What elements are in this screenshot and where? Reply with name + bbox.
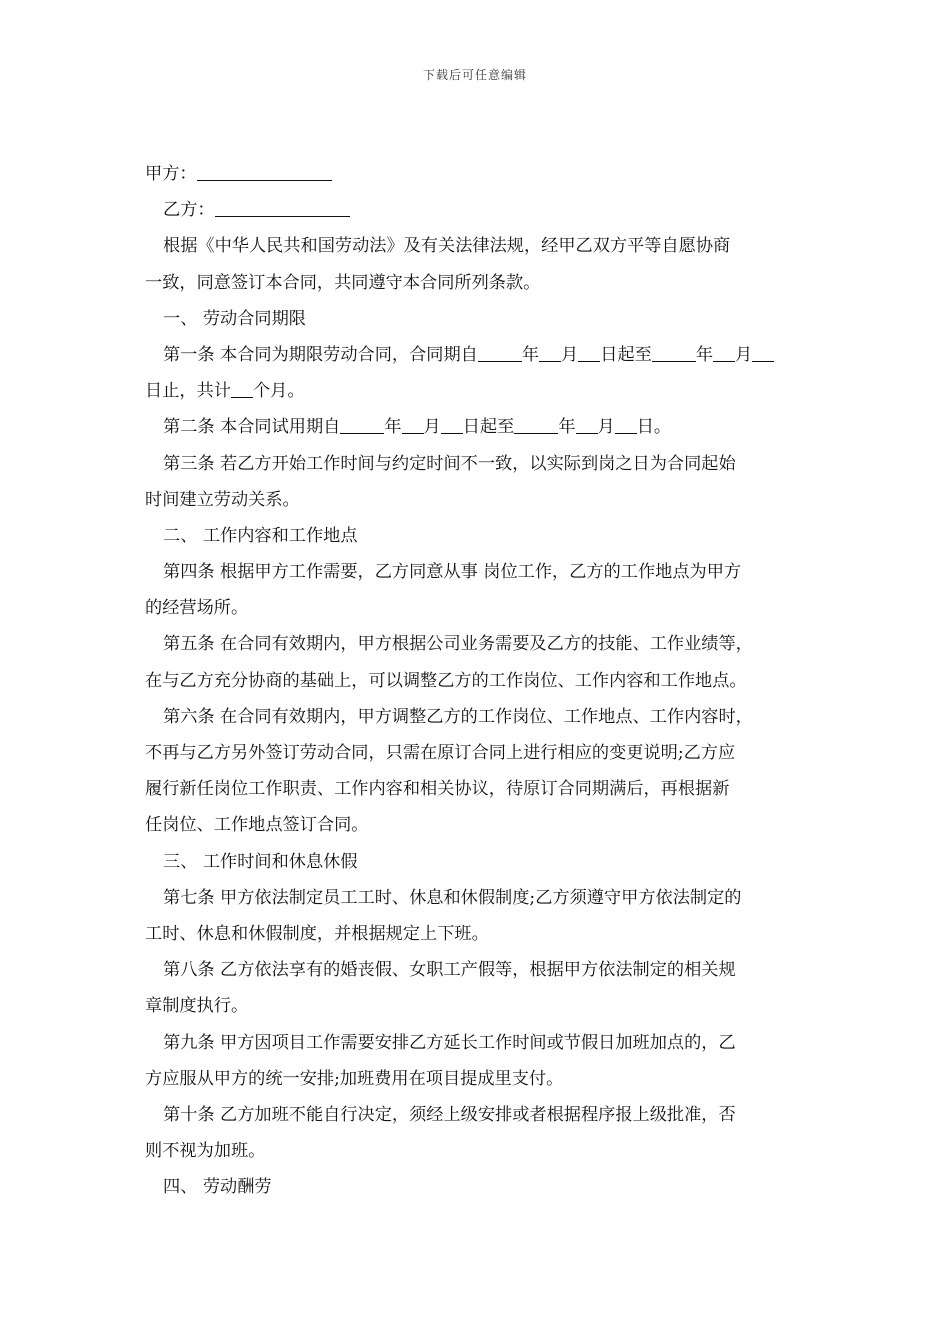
article-1-line-2a: 日止，共计 — [145, 381, 231, 402]
article-4-line-1: 第四条 根据甲方工作需要，乙方同意从事 岗位工作，乙方的工作地点为甲方 — [163, 562, 742, 583]
month-label: 月 — [597, 417, 615, 438]
month-blank — [402, 415, 424, 434]
months-count-blank — [231, 379, 253, 398]
article-5-line-1: 第五条 在合同有效期内，甲方根据公司业务需要及乙方的技能、工作业绩等， — [163, 634, 753, 655]
year-blank — [514, 415, 558, 434]
year-label: 年 — [558, 417, 576, 438]
article-7-line-2: 工时、休息和休假制度，并根据规定上下班。 — [145, 923, 489, 944]
article-1-line-2 — [145, 373, 810, 409]
article-6-line-2: 不再与乙方另外签订劳动合同，只需在原订合同上进行相应的变更说明;乙方应 — [145, 743, 736, 763]
year-blank — [340, 415, 384, 434]
article-1-line-1 — [145, 337, 810, 373]
page-header: 下载后可任意编辑 — [422, 68, 527, 82]
year-label: 年 — [521, 344, 540, 365]
day-blank — [752, 343, 774, 362]
article-2-text: 第二条 本合同试用期自 — [163, 417, 341, 438]
party-b-label: 乙方： — [163, 200, 215, 221]
year-label: 年 — [695, 344, 714, 365]
month-label: 月 — [561, 344, 579, 365]
party-a-line — [145, 156, 810, 192]
month-label: 月 — [423, 417, 441, 438]
party-b-line — [145, 192, 810, 228]
article-8-line-1: 第八条 乙方依法享有的婚丧假、女职工产假等，根据甲方依法制定的相关规 — [163, 960, 736, 981]
preamble-line-2: 一致，同意签订本合同，共同遵守本合同所列条款。 — [145, 272, 541, 293]
day-blank — [615, 415, 637, 434]
contract-body — [145, 156, 810, 1205]
section-heading-2: 二、 工作内容和工作地点 — [163, 525, 358, 546]
article-9-line-2: 方应服从甲方的统一安排;加班费用在项目提成里支付。 — [145, 1068, 564, 1089]
day-blank — [441, 415, 463, 434]
year-label: 年 — [384, 417, 402, 438]
article-9-line-1: 第九条 甲方因项目工作需要安排乙方延长工作时间或节假日加班加点的，乙 — [163, 1032, 736, 1053]
section-heading-4: 四、 劳动酬劳 — [163, 1177, 272, 1198]
day-blank — [578, 343, 600, 362]
month-blank — [576, 415, 598, 434]
article-2-line-1 — [145, 409, 810, 445]
section-heading-3: 三、 工作时间和休息休假 — [163, 851, 358, 872]
month-label: 月 — [735, 344, 753, 365]
party-a-label: 甲方： — [145, 164, 197, 184]
article-10-line-2: 则不视为加班。 — [145, 1141, 266, 1162]
article-4-line-2: 的经营场所。 — [145, 598, 249, 619]
article-1-text: 第一条 本合同为期限劳动合同，合同期自 — [163, 344, 478, 365]
month-blank — [713, 343, 735, 362]
article-3-line-1: 第三条 若乙方开始工作时间与约定时间不一致，以实际到岗之日为合同起始 — [163, 453, 736, 474]
article-8-line-2: 章制度执行。 — [145, 996, 249, 1017]
section-heading-1: 一、 劳动合同期限 — [163, 308, 306, 329]
article-1-line-2b: 个月。 — [252, 381, 305, 402]
article-5-line-2: 在与乙方充分协商的基础上，可以调整乙方的工作岗位、工作内容和工作地点。 — [145, 670, 747, 691]
day-from-label: 日起至 — [462, 417, 515, 438]
month-blank — [539, 343, 561, 362]
article-7-line-1: 第七条 甲方依法制定员工工时、休息和休假制度;乙方须遵守甲方依法制定的 — [163, 887, 742, 908]
article-6-line-1: 第六条 在合同有效期内，甲方调整乙方的工作岗位、工作地点、工作内容时， — [163, 706, 753, 727]
preamble-line-1: 根据《中华人民共和国劳动法》及有关法律法规，经甲乙双方平等自愿协商 — [163, 236, 731, 257]
party-b-blank — [215, 198, 350, 217]
article-6-line-3: 履行新任岗位工作职责、工作内容和相关协议，待原订合同期满后，再根据新 — [145, 779, 730, 800]
day-end-label: 日。 — [636, 417, 672, 438]
article-3-line-2: 时间建立劳动关系。 — [145, 489, 300, 510]
year-blank — [478, 343, 522, 362]
party-a-blank — [197, 162, 332, 181]
year-blank — [652, 343, 696, 362]
article-10-line-1: 第十条 乙方加班不能自行决定，须经上级安排或者根据程序报上级批准，否 — [163, 1104, 736, 1125]
article-6-line-4: 任岗位、工作地点签订合同。 — [145, 815, 369, 836]
day-from-label: 日起至 — [600, 344, 652, 365]
